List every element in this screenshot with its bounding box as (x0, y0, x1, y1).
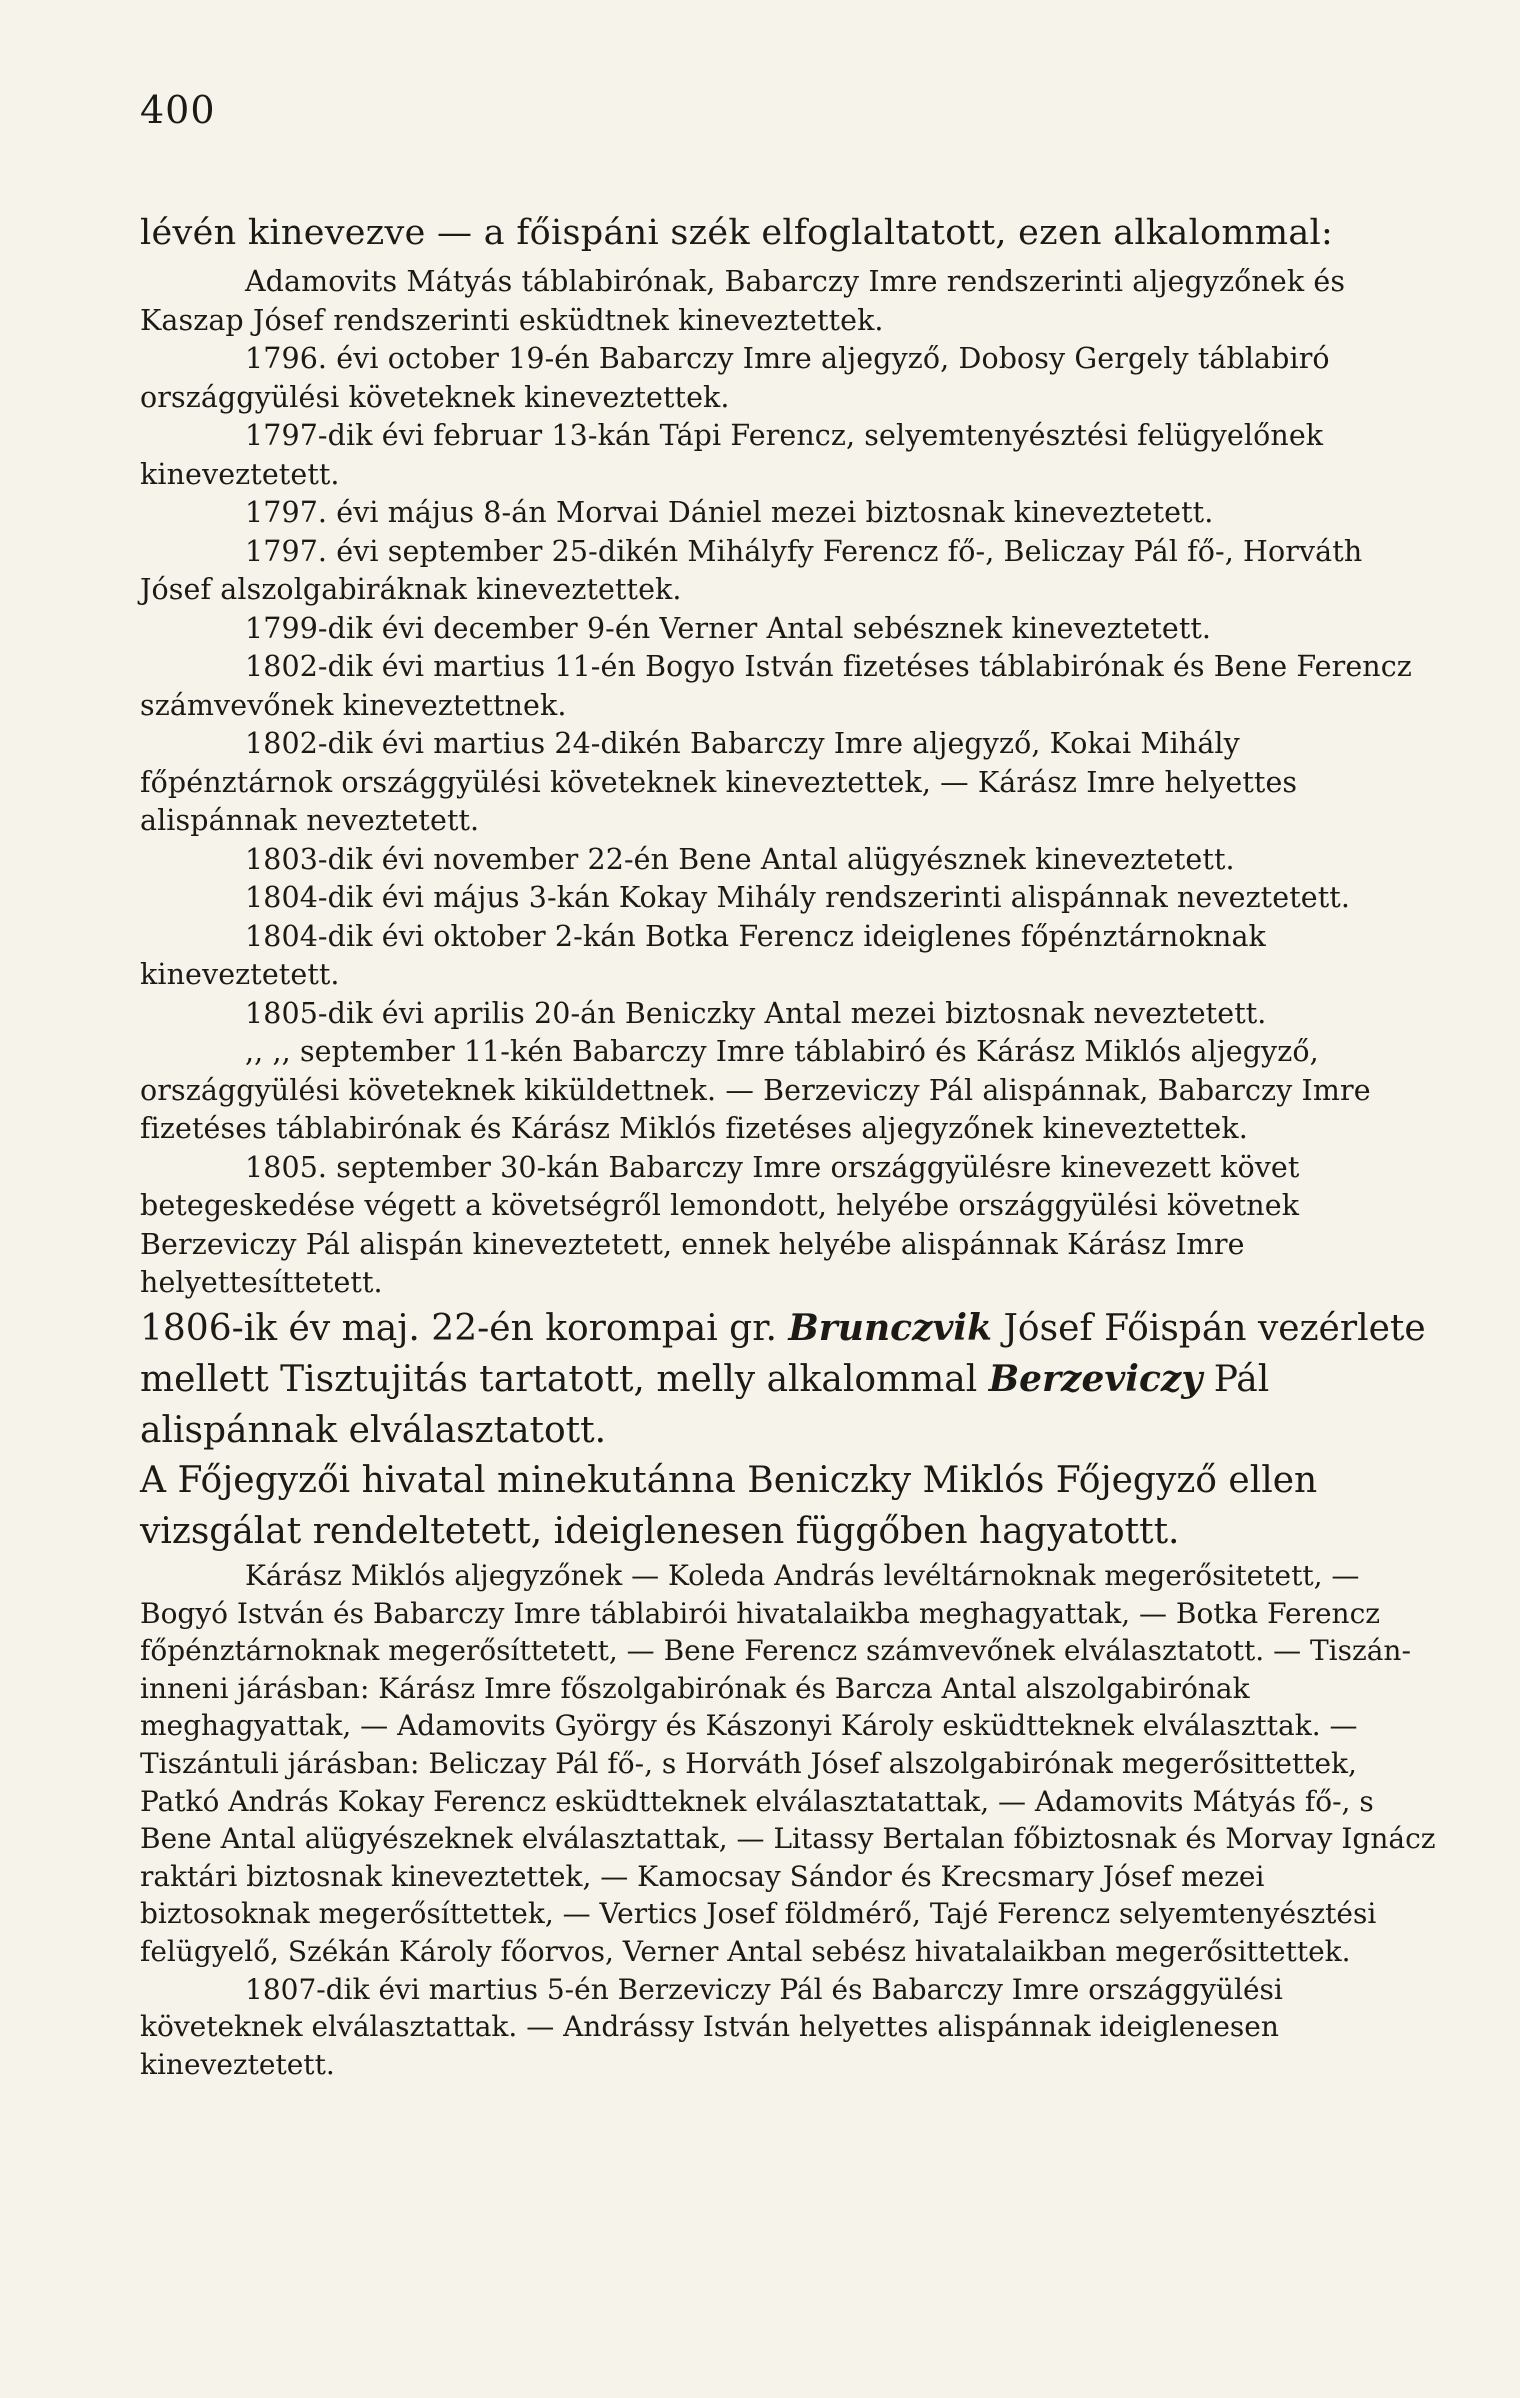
appointments-paragraph: Kárász Miklós aljegyzőnek — Koleda András levéltárnoknak megerősitetett, — Bogyó István és Babarczy Imre táblabirói hivatalaikba meghagyattak, — Botka Ferencz főpénztárnoknak megerősíttetett, — Bene Ferencz számvevőnek elválasztatott. — Tiszán-inneni járásban: Kárász Imre főszolgabirónak és Barcza Antal alszolgabirónak meghagyattak, — Adamovits György és Kászonyi Károly esküdtteknek elválaszttak. — Tiszántuli járásban: Beliczay Pál fő-, s Horváth Jósef alszolgabirónak megerősittettek, Patkó András Kokay Ferencz esküdtteknek elválasztatattak, — Adamovits Mátyás fő-, s Bene Antal alügyészeknek elválasztattak, — Litassy Bertalan főbiztosnak és Morvay Ignácz raktári biztosnak kineveztettek, — Kamocsay Sándor és Krecsmary Jósef mezei biztosoknak megerősíttettek, — Vertics Josef földmérő, Tajé Ferencz selyemtenyésztési felügyelő, Székán Károly főorvos, Verner Antal sebész hivatalaikban megerősittettek. (140, 1559, 1436, 1968)
person-name-berzeviczy: Berzeviczy (988, 1358, 1203, 1400)
entry-paragraph: 1796. évi october 19-én Babarczy Imre aljegyző, Dobosy Gergely táblabiró országgyülési követeknek kineveztettek. (140, 342, 1330, 414)
large-text-after: Jósef Főispán vezérlete mellett Tisztujitás tartatott, melly alkalommal (140, 1307, 1426, 1400)
entry-paragraph: 1799-dik évi december 9-én Verner Antal sebésznek kineveztetett. (245, 611, 1212, 645)
entry-paragraph: 1804-dik évi május 3-kán Kokay Mihály rendszerinti alispánnak neveztetett. (245, 881, 1350, 914)
entry-paragraph: 1797. évi május 8-án Morvai Dániel mezei biztosnak kineveztetett. (245, 496, 1214, 529)
entry-paragraph: 1805-dik évi aprilis 20-án Beniczky Antal mezei biztosnak neveztetett. (245, 996, 1267, 1030)
entry-paragraph: Adamovits Mátyás táblabirónak, Babarczy Imre rendszerinti aljegyzőnek és Kaszap Jósef rendszerinti esküdtnek kineveztettek. (140, 265, 1346, 337)
entry-paragraph: 1805. september 30-kán Babarczy Imre országgyülésre kinevezett követ betegeskedése végett a követségről lemondott, helyébe országgyülési követnek Berzeviczy Pál alispán kineveztetett, ennek helyébe alispánnak Kárász Imre helyettesíttetett. (140, 1150, 1300, 1299)
entry-paragraph: 1797-dik évi februar 13-kán Tápi Ferencz, selyemtenyésztési felügyelőnek kineveztetett. (140, 419, 1324, 491)
fojegyzo-paragraph: A Főjegyzői hivatal minekutánna Beniczky Miklós Főjegyző ellen vizsgálat rendeltetett, ideiglenesen függőben hagyatottt. (140, 1460, 1318, 1552)
large-text-before: 1806-ik év maj. 22-én korompai gr. (140, 1307, 777, 1349)
entry-paragraph: ,, ,, september 11-kén Babarczy Imre táblabiró és Kárász Miklós aljegyző, országgyülési követeknek kiküldettnek. — Berzeviczy Pál alispánnak, Babarczy Imre fizetéses táblabirónak és Kárász Miklós fizetéses aljegyzőnek kineveztettek. (140, 1035, 1371, 1145)
person-name-brunczvik: Brunczvik (788, 1306, 993, 1349)
entry-paragraph: 1803-dik évi november 22-én Bene Antal alügyésznek kineveztetett. (245, 842, 1235, 876)
entry-paragraph: 1797. évi september 25-dikén Mihályfy Ferencz fő-, Beliczay Pál fő-, Horváth Jósef alszolgabiráknak kineveztettek. (140, 534, 1363, 606)
entry-paragraph: 1804-dik évi oktober 2-kán Botka Ferencz ideiglenes főpénztárnoknak kineveztetett. (140, 919, 1266, 991)
tisztujitas-paragraph (140, 1303, 1440, 1457)
entry-paragraph: 1802-dik évi martius 11-én Bogyo István fizetéses táblabirónak és Bene Ferencz számvevőnek kineveztettnek. (140, 650, 1412, 722)
large-text-after: Pál alispánnak elválasztatott. (140, 1359, 1270, 1451)
entry-paragraph: 1802-dik évi martius 24-dikén Babarczy Imre aljegyző, Kokai Mihály főpénztárnok országgyülési követeknek kineveztettek, — Kárász Imre helyettes alispánnak neveztetett. (140, 727, 1298, 837)
intro-paragraph: lévén kinevezve — a főispáni szék elfoglaltatott, ezen alkalommal: (140, 213, 1334, 253)
final-paragraph: 1807-dik évi martius 5-én Berzeviczy Pál és Babarczy Imre országgyülési követeknek elválasztattak. — Andrássy István helyettes alispánnak ideiglenesen kineveztetett. (140, 1972, 1283, 2081)
page-number: 400 (140, 88, 216, 132)
